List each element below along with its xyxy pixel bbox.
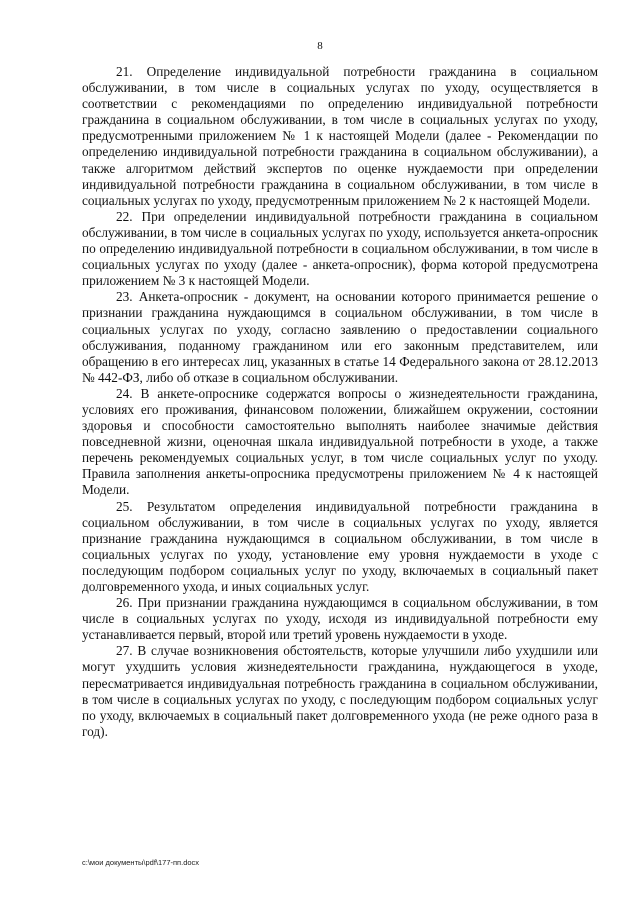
document-body [82,64,598,740]
paragraph-24: 24. В анкете-опроснике содержатся вопросы о жизнедеятельности гражданина, условиях его проживания, финансовом положении, ближайшем окружении, состоянии здоровья и способности самостоятельно выполнять наиболее значимые действия повседневной жизни, оценочная шкала индивидуальной потребности в уходе, а также перечень рекомендуемых социальных услуг, в том числе социальных услуг по уходу. Правила заполнения анкеты-опросника предусмотрены приложением № 4 к настоящей Модели. [82,385,598,498]
paragraph-27: 27. В случае возникновения обстоятельств, которые улучшили либо ухудшили или могут ухудшить условия жизнедеятельности гражданина, нуждающегося в уходе, пересматривается индивидуальная потребность гражданина в социальном обслуживании, в том числе в социальных услугах по уходу, с последующим подбором социальных услуг по уходу, включаемых в социальный пакет долговременного ухода (не реже одного раза в год). [82,643,598,739]
paragraph-25: 25. Результатом определения индивидуальной потребности гражданина в социальном обслуживании, в том числе в социальных услугах по уходу, является признание гражданина нуждающимся в социальном обслуживании, в том числе в социальных услугах по уходу, установление ему уровня нуждаемости в уходе с последующим подбором социальных услуг по уходу, включаемых в социальный пакет долговременного ухода, и иных социальных услуг. [82,498,598,594]
paragraph-21: 21. Определение индивидуальной потребности гражданина в социальном обслуживании, в том числе в социальных услугах по уходу, осуществляется в соответствии с рекомендациями по определению индивидуальной потребности гражданина в социальном обслуживании, в том числе в социальных услугах по уходу, предусмотренными приложением № 1 к настоящей Модели (далее - Рекомендации по определению индивидуальной потребности гражданина в социальном обслуживании), а также алгоритмом действий экспертов по оценке нуждаемости при определении индивидуальной потребности гражданина в социальном обслуживании, в том числе в социальных услугах по уходу, предусмотренным приложением № 2 к настоящей Модели. [82,64,598,208]
page-number: 8 [317,40,323,52]
paragraph-23: 23. Анкета-опросник - документ, на основании которого принимается решение о признании гражданина нуждающимся в социальном обслуживании, в том числе в социальных услугах по уходу, согласно заявлению о предоставлении социального обслуживания, поданному гражданином или его законным представителем, или обращению в его интересах лиц, указанных в статье 14 Федерального закона от 28.12.2013 № 442-ФЗ, либо об отказе в социальном обслуживании. [82,289,598,385]
paragraph-22: 22. При определении индивидуальной потребности гражданина в социальном обслуживании, в том числе в социальных услугах по уходу, используется анкета-опросник по определению индивидуальной потребности в социальном обслуживании, в том числе в социальных услугах по уходу (далее - анкета-опросник), форма которой предусмотрена приложением № 3 к настоящей Модели. [82,208,598,289]
file-path-footer: c:\мои документы\pdf\177-пп.docx [82,858,200,867]
paragraph-26: 26. При признании гражданина нуждающимся в социальном обслуживании, в том числе в социальных услугах по уходу, исходя из индивидуальной потребности ему устанавливается первый, второй или третий уровень нуждаемости в уходе. [82,595,598,643]
